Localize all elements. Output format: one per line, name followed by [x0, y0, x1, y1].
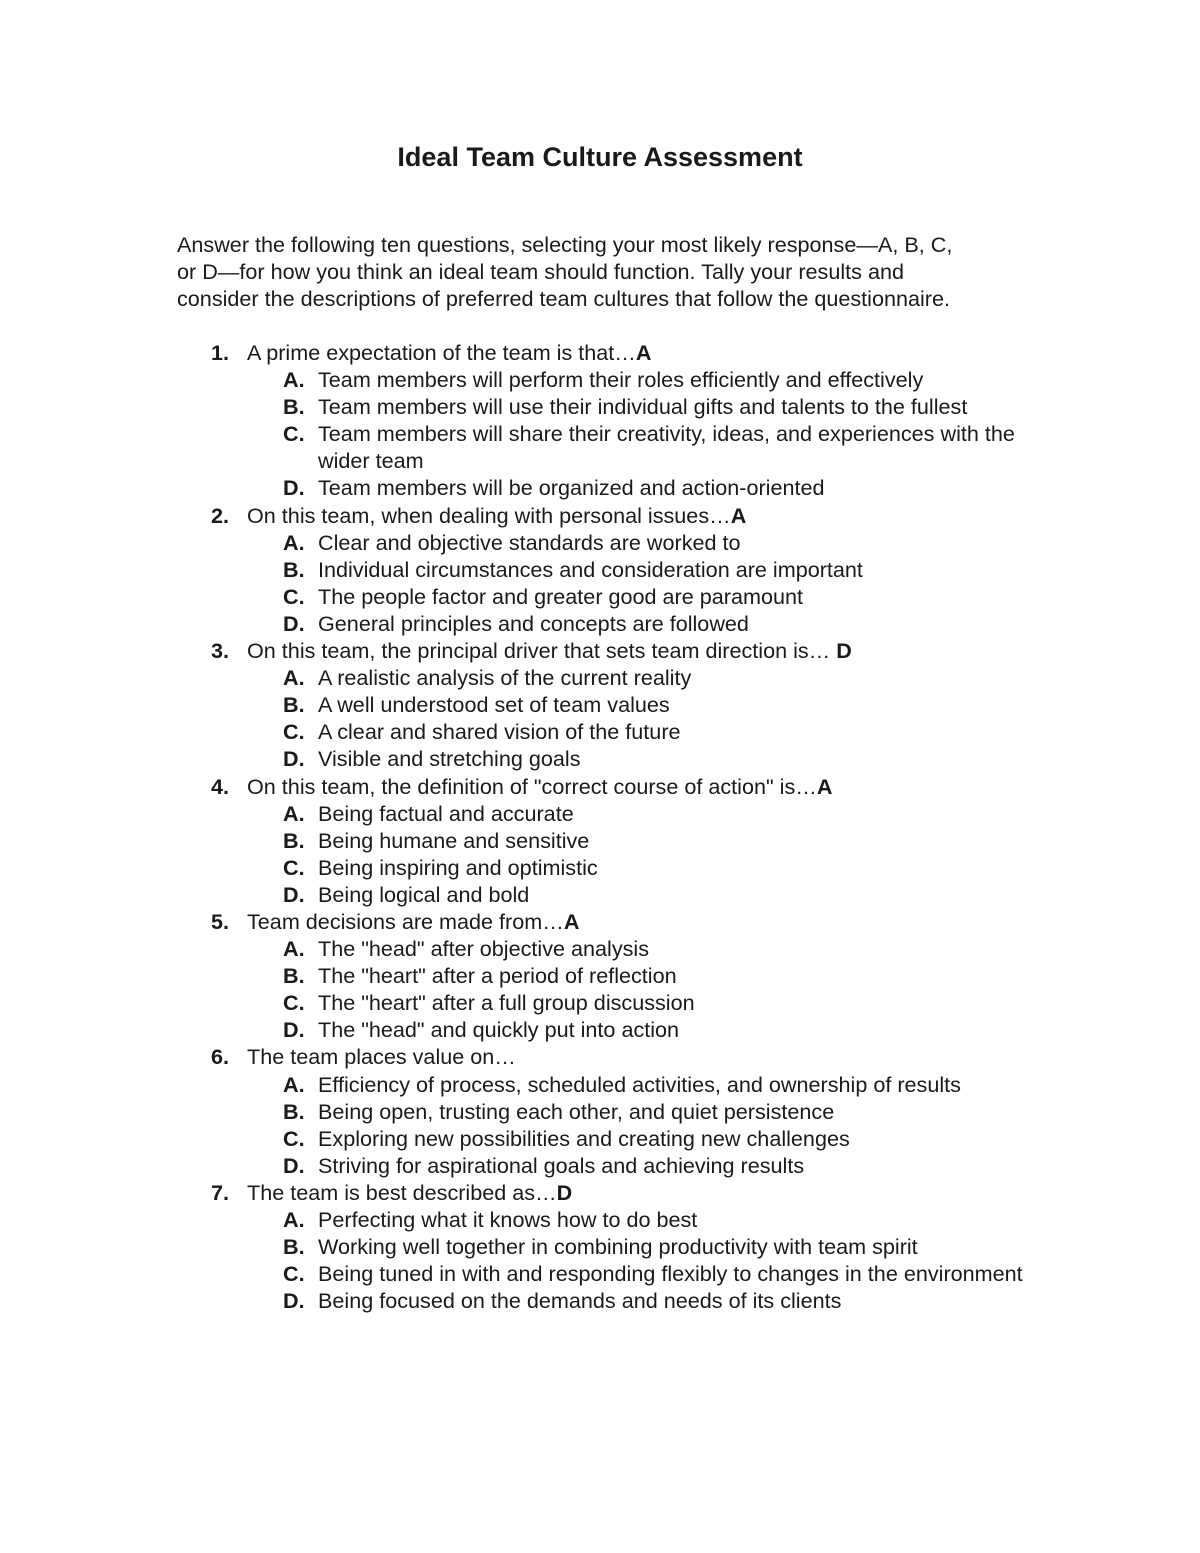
- question-stem: [177, 637, 1037, 664]
- option-item: [177, 1233, 1037, 1260]
- option-text: Clear and objective standards are worked to: [318, 529, 741, 555]
- option-letter: C.: [283, 583, 305, 609]
- option-letter: D.: [283, 1017, 305, 1043]
- option-text: A well understood set of team values: [318, 692, 670, 718]
- question-6: [177, 1043, 1037, 1178]
- option-item: [177, 989, 1037, 1016]
- option-item: [177, 745, 1037, 772]
- question-stem: [177, 908, 1037, 935]
- option-item: [177, 529, 1037, 556]
- option-item: [177, 691, 1037, 718]
- option-text: Team members will use their individual gifts and talents to the fullest: [318, 394, 968, 420]
- option-text: The "head" after objective analysis: [318, 936, 650, 962]
- option-letter: A.: [283, 800, 305, 826]
- option-text: Team members will perform their roles efficiently and effectively: [318, 367, 924, 393]
- selected-answer: D: [836, 638, 852, 664]
- option-item: [177, 1016, 1037, 1043]
- option-letter: B.: [283, 556, 305, 582]
- option-item: [177, 474, 1037, 501]
- option-text: Being focused on the demands and needs of its clients: [318, 1288, 842, 1314]
- question-1: [177, 339, 1037, 502]
- option-letter: D.: [283, 610, 305, 636]
- option-letter: A.: [283, 529, 305, 555]
- option-text: Efficiency of process, scheduled activities, and ownership of results: [318, 1071, 961, 1097]
- option-item: [177, 1098, 1037, 1125]
- option-text: The "heart" after a full group discussion: [318, 990, 695, 1016]
- option-list: [177, 1071, 1037, 1179]
- option-item: [177, 583, 1037, 610]
- selected-answer: D: [556, 1179, 573, 1205]
- option-letter: B.: [283, 827, 305, 853]
- option-letter: D.: [283, 881, 305, 907]
- option-item: [177, 1071, 1037, 1098]
- option-list: [177, 529, 1037, 637]
- question-7: [177, 1179, 1037, 1314]
- option-item: [177, 664, 1037, 691]
- intro-paragraph: Answer the following ten questions, selecting your most likely response—A, B, C, or D—for how you think an ideal team should function. Tally your results and consider the descriptions of preferred team cultures that follow the questionnaire.: [177, 232, 953, 312]
- option-item: [177, 1152, 1037, 1179]
- question-2: [177, 502, 1037, 637]
- option-list: [177, 664, 1037, 772]
- question-number: 7.: [211, 1179, 230, 1205]
- question-number: 5.: [211, 908, 230, 934]
- question-stem: [177, 773, 1037, 800]
- option-text: Being inspiring and optimistic: [318, 854, 598, 880]
- option-letter: C.: [283, 719, 305, 745]
- question-number: 1.: [211, 340, 230, 365]
- option-text: Team members will be organized and action-oriented: [318, 475, 825, 501]
- option-item: [177, 556, 1037, 583]
- option-letter: A.: [283, 936, 305, 962]
- option-item: [177, 610, 1037, 637]
- question-text: On this team, the principal driver that sets team direction is…: [247, 638, 837, 664]
- selected-answer: A: [563, 908, 580, 934]
- question-5: [177, 908, 1037, 1043]
- option-letter: D.: [283, 1288, 305, 1314]
- option-letter: A.: [283, 1071, 305, 1097]
- option-item: [177, 962, 1037, 989]
- option-text: Team members will share their creativity, ideas, and experiences with the wider team: [318, 421, 1015, 474]
- option-text: Exploring new possibilities and creating new challenges: [318, 1125, 850, 1151]
- option-item: [177, 1125, 1037, 1152]
- option-item: [177, 800, 1037, 827]
- selected-answer: A: [816, 773, 833, 799]
- option-letter: C.: [283, 1261, 305, 1287]
- option-text: Working well together in combining productivity with team spirit: [318, 1234, 918, 1260]
- option-list: [177, 1206, 1037, 1314]
- question-text: The team places value on…: [247, 1044, 516, 1070]
- option-item: [177, 827, 1037, 854]
- option-text: A clear and shared vision of the future: [318, 719, 681, 745]
- option-text: The "heart" after a period of reflection: [318, 963, 677, 989]
- question-stem: [177, 1179, 1037, 1206]
- option-list: [177, 366, 1037, 501]
- option-item: [177, 854, 1037, 881]
- option-text: Being logical and bold: [318, 881, 530, 907]
- option-text: Being humane and sensitive: [318, 827, 590, 853]
- option-text: Being factual and accurate: [318, 800, 574, 826]
- option-letter: C.: [283, 854, 305, 880]
- option-text: Being open, trusting each other, and quiet persistence: [318, 1098, 835, 1124]
- option-text: Striving for aspirational goals and achieving results: [318, 1152, 805, 1178]
- option-letter: D.: [283, 475, 305, 501]
- option-item: [177, 366, 1037, 393]
- option-item: [177, 881, 1037, 908]
- question-number: 2.: [211, 502, 230, 528]
- option-list: [177, 800, 1037, 908]
- option-letter: C.: [283, 1125, 305, 1151]
- question-stem: [177, 502, 1037, 529]
- question-number: 4.: [211, 773, 230, 799]
- option-text: General principles and concepts are followed: [318, 610, 749, 636]
- option-item: [177, 420, 1037, 474]
- option-item: [177, 1287, 1037, 1314]
- question-text: The team is best described as…: [247, 1179, 557, 1205]
- option-letter: D.: [283, 746, 305, 772]
- option-letter: A.: [283, 665, 305, 691]
- option-text: The people factor and greater good are paramount: [318, 583, 803, 609]
- question-3: [177, 637, 1037, 772]
- question-text: On this team, when dealing with personal issues…: [247, 502, 731, 528]
- question-text: A prime expectation of the team is that…: [247, 340, 636, 365]
- option-letter: C.: [283, 421, 305, 447]
- question-text: On this team, the definition of "correct course of action" is…: [247, 773, 817, 799]
- option-letter: C.: [283, 990, 305, 1016]
- option-text: A realistic analysis of the current reality: [318, 665, 692, 691]
- option-letter: B.: [283, 692, 305, 718]
- option-text: Individual circumstances and consideration are important: [318, 556, 863, 582]
- option-list: [177, 935, 1037, 1043]
- option-text: The "head" and quickly put into action: [318, 1017, 680, 1043]
- option-item: [177, 935, 1037, 962]
- option-letter: B.: [283, 1098, 305, 1124]
- option-letter: A.: [283, 367, 305, 393]
- option-item: [177, 718, 1037, 745]
- option-letter: A.: [283, 1207, 305, 1232]
- selected-answer: A: [730, 502, 747, 528]
- question-text: Team decisions are made from…: [247, 908, 564, 934]
- question-4: [177, 773, 1037, 908]
- option-item: [177, 393, 1037, 420]
- option-letter: B.: [283, 1234, 305, 1260]
- question-number: 3.: [211, 638, 230, 664]
- option-letter: B.: [283, 963, 305, 989]
- option-letter: D.: [283, 1152, 305, 1178]
- option-text: Visible and stretching goals: [318, 746, 581, 772]
- question-list: [177, 339, 1037, 1314]
- page-title: Ideal Team Culture Assessment: [397, 142, 803, 172]
- option-item: [177, 1206, 1037, 1233]
- question-stem: [177, 339, 1037, 366]
- question-number: 6.: [211, 1044, 230, 1070]
- option-text: Perfecting what it knows how to do best: [318, 1207, 698, 1232]
- option-item: [177, 1260, 1037, 1287]
- question-stem: [177, 1043, 1037, 1070]
- selected-answer: A: [635, 340, 652, 365]
- option-text: Being tuned in with and responding flexibly to changes in the environment: [318, 1261, 1023, 1287]
- option-letter: B.: [283, 394, 305, 420]
